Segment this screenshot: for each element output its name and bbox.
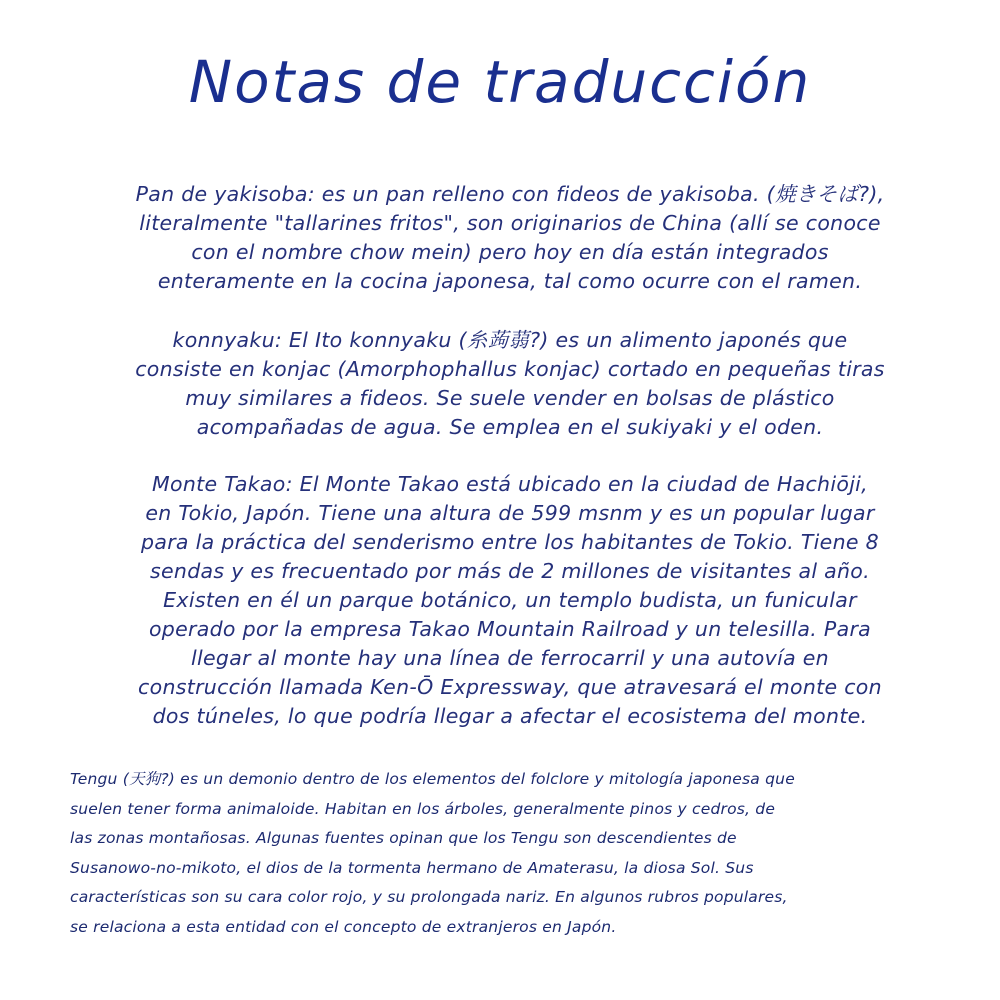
note-line: Pan de yakisoba: es un pan relleno con fideos de yakisoba. (焼きそば?),	[135, 182, 885, 206]
page-title: Notas de traducción	[188, 48, 812, 116]
note-line: para la práctica del senderismo entre los habitantes de Tokio. Tiene 8	[141, 530, 879, 554]
note-line: sendas y es frecuentado por más de 2 millones de visitantes al año.	[150, 559, 870, 583]
note-line: suelen tener forma animaloide. Habitan en los árboles, generalmente pinos y cedros, de	[70, 799, 776, 818]
note-monte-takao	[70, 470, 950, 731]
note-line: muy similares a fideos. Se suele vender en bolsas de plástico	[185, 386, 835, 410]
note-line: dos túneles, lo que podría llegar a afectar el ecosistema del monte.	[152, 704, 868, 728]
note-line: se relaciona a esta entidad con el concepto de extranjeros en Japón.	[70, 917, 617, 936]
note-line: consiste en konjac (Amorphophallus konjac) cortado en pequeñas tiras	[135, 357, 885, 381]
note-line: las zonas montañosas. Algunas fuentes opinan que los Tengu son descendientes de	[70, 829, 737, 847]
note-tengu	[70, 765, 955, 942]
note-line: Susanowo-no-mikoto, el dios de la tormenta hermano de Amaterasu, la diosa Sol. Sus	[70, 858, 754, 877]
note-konnyaku	[70, 326, 950, 442]
note-line: literalmente "tallarines fritos", son originarios de China (allí se conoce	[139, 211, 881, 235]
note-line: konnyaku: El Ito konnyaku (糸蒟蒻?) es un alimento japonés que	[172, 328, 848, 352]
note-line: construcción llamada Ken-Ō Expressway, que atravesará el monte con	[138, 675, 882, 699]
note-line: enteramente en la cocina japonesa, tal como ocurre con el ramen.	[157, 269, 863, 293]
note-line: en Tokio, Japón. Tiene una altura de 599 msnm y es un popular lugar	[145, 501, 875, 525]
note-line: acompañadas de agua. Se emplea en el sukiyaki y el oden.	[196, 415, 824, 439]
note-line: Monte Takao: El Monte Takao está ubicado en la ciudad de Hachiōji,	[152, 472, 868, 496]
note-line: con el nombre chow mein) pero hoy en día están integrados	[191, 240, 829, 264]
note-line: operado por la empresa Takao Mountain Railroad y un telesilla. Para	[148, 617, 872, 641]
note-yakisoba	[70, 180, 950, 296]
note-line: Existen en él un parque botánico, un templo budista, un funicular	[163, 588, 857, 612]
note-line: características son su cara color rojo, y su prolongada nariz. En algunos rubros populares,	[70, 888, 788, 906]
note-line: llegar al monte hay una línea de ferrocarril y una autovía en	[191, 646, 829, 670]
note-line: Tengu (天狗?) es un demonio dentro de los elementos del folclore y mitología japonesa que	[70, 770, 795, 788]
